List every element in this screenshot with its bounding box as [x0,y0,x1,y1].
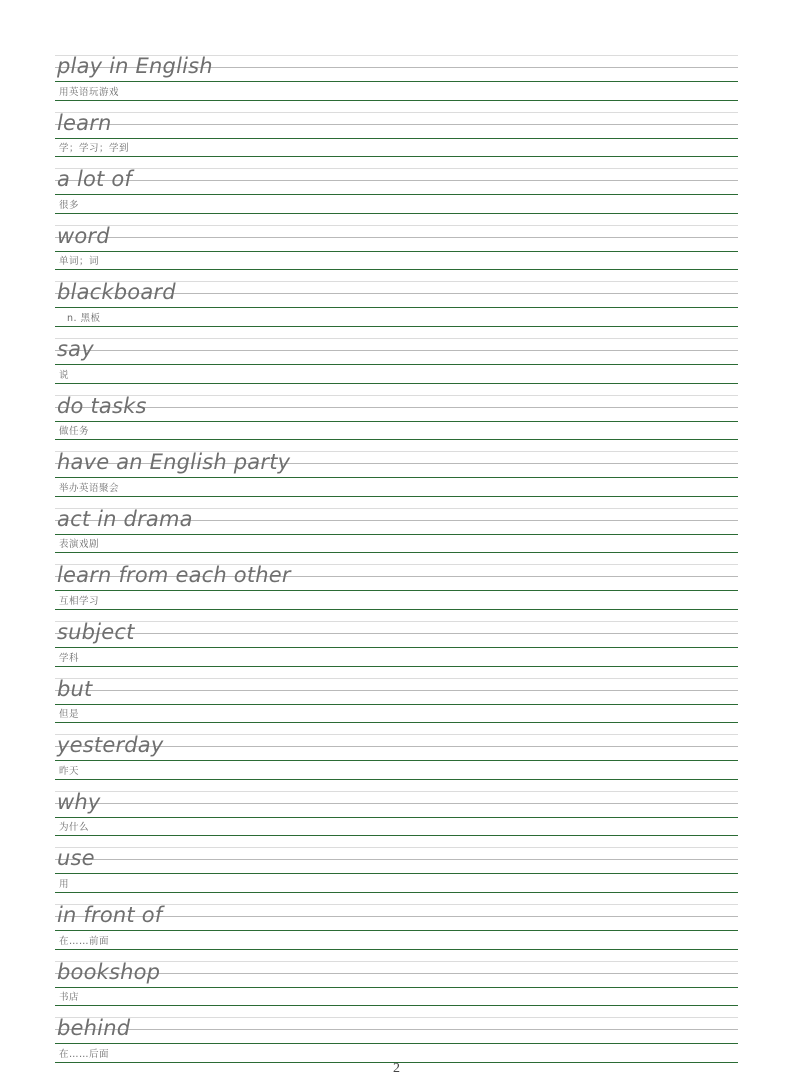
english-term: subject [57,619,135,644]
english-term: but [57,676,93,701]
vocabulary-entry [55,101,738,158]
english-term: do tasks [57,393,147,418]
vocabulary-entry [55,1006,738,1063]
vocabulary-entry [55,440,738,497]
vocabulary-entry [55,497,738,554]
chinese-gloss: 用英语玩游戏 [59,86,120,98]
chinese-gloss: 互相学习 [59,595,100,607]
english-term: play in English [57,54,213,78]
english-term: why [57,789,101,814]
chinese-gloss: 在……前面 [59,935,110,947]
chinese-line [55,761,738,780]
chinese-gloss: 学科 [59,652,80,664]
english-line [55,214,738,252]
vocabulary-entry [55,950,738,1007]
vocabulary-entry [55,667,738,724]
english-line [55,101,738,139]
chinese-line [55,818,738,837]
english-term: bookshop [57,959,161,984]
english-term: use [57,846,95,871]
vocabulary-entry [55,553,738,610]
english-term: in front of [57,902,163,927]
chinese-gloss: 但是 [59,709,80,721]
vocabulary-entry [55,270,738,327]
english-line [55,440,738,478]
vocabulary-entry [55,610,738,667]
english-line [55,1006,738,1044]
chinese-line [55,82,738,101]
chinese-gloss: 书店 [59,992,80,1004]
chinese-line [55,252,738,271]
vocabulary-entry [55,780,738,837]
chinese-gloss: 学；学习；学到 [59,143,130,155]
english-line [55,893,738,931]
chinese-gloss: n. 黑板 [67,312,101,324]
english-term: a lot of [57,167,132,192]
english-line [55,667,738,705]
english-line [55,44,738,82]
english-term: learn from each other [57,563,291,588]
chinese-line [55,139,738,158]
vocabulary-entry [55,836,738,893]
english-term: word [57,223,110,248]
chinese-gloss: 做任务 [59,426,90,438]
vocabulary-entry [55,157,738,214]
english-line [55,384,738,422]
chinese-line [55,365,738,384]
english-line [55,723,738,761]
chinese-gloss: 举办英语聚会 [59,482,120,494]
english-line [55,497,738,535]
chinese-line [55,931,738,950]
chinese-line [55,705,738,724]
vocabulary-entry [55,44,738,101]
chinese-gloss: 昨天 [59,765,80,777]
vocabulary-entry [55,214,738,271]
chinese-line [55,648,738,667]
chinese-gloss: 表演戏剧 [59,539,100,551]
english-term: behind [57,1016,131,1041]
chinese-gloss: 在……后面 [59,1048,110,1060]
vocabulary-entry [55,723,738,780]
english-line [55,836,738,874]
english-term: act in drama [57,506,193,531]
chinese-line [55,535,738,554]
chinese-gloss: 为什么 [59,822,90,834]
english-term: blackboard [57,280,176,305]
english-line [55,270,738,308]
chinese-line [55,478,738,497]
english-line [55,327,738,365]
chinese-gloss: 单词；词 [59,256,100,268]
vocabulary-entry [55,327,738,384]
english-term: have an English party [57,450,291,475]
vocabulary-list [55,44,738,1063]
page-number: 2 [393,1061,400,1076]
chinese-gloss: 用 [59,878,70,890]
chinese-line [55,988,738,1007]
chinese-line [55,1044,738,1063]
chinese-gloss: 很多 [59,199,80,211]
chinese-line [55,308,738,327]
english-term: yesterday [57,733,164,758]
english-line [55,950,738,988]
vocabulary-entry [55,893,738,950]
chinese-line [55,195,738,214]
english-line [55,610,738,648]
chinese-line [55,422,738,441]
english-line [55,780,738,818]
chinese-line [55,874,738,893]
chinese-gloss: 说 [59,369,70,381]
vocabulary-entry [55,384,738,441]
english-term: say [57,336,94,361]
english-line [55,157,738,195]
english-term: learn [57,110,112,135]
english-line [55,553,738,591]
chinese-line [55,591,738,610]
